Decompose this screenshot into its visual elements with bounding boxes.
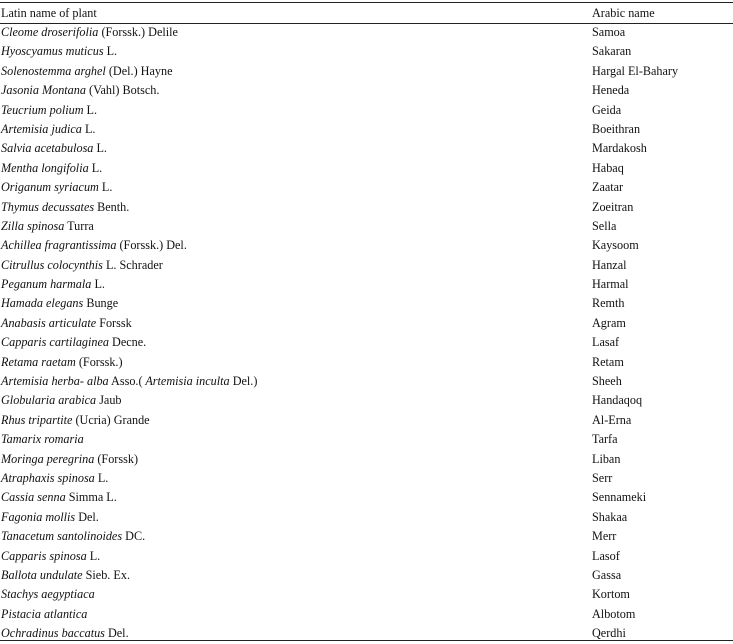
latin-name-cell [1,217,94,236]
arabic-name-cell: Zaatar [592,180,624,195]
arabic-name-cell: Boeithran [592,121,641,136]
latin-name-cell [1,139,107,158]
latin-name-cell [1,353,123,372]
latin-species: Rhus tripartite [1,412,73,427]
latin-name-cell [1,508,99,527]
table-header-row [0,4,733,23]
table-row [0,508,733,527]
latin-species: Jasonia Montana [1,83,86,98]
arabic-name-cell: Harmal [592,277,629,292]
latin-species: Globularia arabica [1,393,97,408]
latin-species: Anabasis articulate [1,315,97,330]
arabic-name-cell: Zoeitran [592,199,634,214]
latin-species: Capparis cartilaginea [1,335,109,350]
arabic-name-cell: Geida [592,102,622,117]
arabic-name-cell: Lasof [592,548,620,563]
latin-name-cell [1,236,187,255]
latin-authority: (Forssk.) Delile [98,25,178,39]
latin-authority: Sieb. Ex. [82,567,130,582]
table-top-rule [0,2,733,3]
latin-name-cell [1,101,97,120]
table-row [0,372,733,391]
latin-authority: (Forssk) [94,451,139,466]
table-row [0,42,733,61]
arabic-name-cell: Hargal El-Bahary [592,63,679,78]
table-row [0,605,733,624]
latin-species: Fagonia mollis [1,509,76,524]
latin-authority: Del. [104,626,129,641]
latin-name-cell [1,198,129,217]
latin-authority: (Forssk.) Del. [116,238,187,253]
latin-name-cell [1,120,95,139]
table-row [0,430,733,449]
latin-name-cell [1,178,112,197]
arabic-name-cell: Agram [592,315,626,330]
latin-species: Atraphaxis spinosa [1,470,95,485]
arabic-name-cell: Samoa [592,25,626,39]
latin-authority: L. [98,180,113,195]
latin-authority: L. [83,102,98,117]
table-row [0,81,733,100]
latin-species: Tamarix romaria [1,432,84,447]
latin-name-cell [1,314,132,333]
latin-name-cell [1,430,84,449]
latin-authority: L. [88,160,103,175]
arabic-name-cell: Albotom [592,606,636,621]
latin-species: Moringa peregrina [1,451,95,466]
latin-authority: L. [94,470,109,485]
latin-species: Retama raetam [1,354,76,369]
arabic-name-cell: Hanzal [592,257,627,272]
latin-species: Origanum syriacum [1,180,99,195]
arabic-name-cell: Retam [592,354,624,369]
latin-species: Salvia acetabulosa [1,141,94,156]
latin-species: Hamada elegans [1,296,84,311]
header-latin-name: Latin name of plant [1,6,97,20]
latin-authority: L. [103,44,118,59]
latin-species: Cleome droserifolia [1,25,99,39]
arabic-name-cell: Kaysoom [592,238,639,253]
latin-authority: (Forssk.) [75,354,123,369]
arabic-name-cell: Gassa [592,567,622,582]
arabic-name-cell: Merr [592,529,617,544]
latin-name-cell [1,159,102,178]
table-row [0,101,733,120]
arabic-name-cell: Liban [592,451,621,466]
latin-species: Ballota undulate [1,567,83,582]
latin-species: Stachys aegyptiaca [1,587,95,602]
latin-name-cell [1,294,118,313]
latin-name-cell [1,42,117,61]
arabic-name-cell: Handaqoq [592,393,643,408]
arabic-name-cell: Habaq [592,160,624,175]
table-row [0,450,733,469]
latin-name-cell [1,81,159,100]
table-row [0,198,733,217]
latin-species: Artemisia herba- alba [1,374,109,389]
latin-species: Capparis spinosa [1,548,87,563]
latin-name-cell [1,585,95,604]
latin-authority: L. [86,548,101,563]
table-row [0,566,733,585]
latin-name-cell [1,23,178,42]
arabic-name-cell: Mardakosh [592,141,647,156]
latin-species: Peganum harmala [1,277,92,292]
latin-authority: (Vahl) Botsch. [85,83,160,98]
latin-species-synonym: Artemisia inculta [142,374,230,389]
latin-authority: Decne. [109,335,147,350]
latin-authority: L. [81,121,96,136]
latin-name-cell [1,256,163,275]
latin-authority: (Del.) Hayne [105,63,173,78]
latin-species: Citrullus colocynthis [1,257,103,272]
latin-authority: Benth. [94,199,130,214]
table-row [0,217,733,236]
table-row [0,411,733,430]
table-row [0,391,733,410]
latin-name-cell [1,547,100,566]
arabic-name-cell: Sennameki [592,490,647,505]
latin-authority: Bunge [83,296,119,311]
latin-species: Zilla spinosa [1,218,65,233]
table-row [0,159,733,178]
table-bottom-rule [0,640,733,641]
table-row [0,275,733,294]
table-row [0,333,733,352]
latin-species: Solenostemma arghel [1,63,106,78]
latin-name-cell [1,527,145,546]
table-row [0,139,733,158]
latin-authority: L. Schrader [102,257,163,272]
latin-species: Cassia senna [1,490,66,505]
arabic-name-cell: Remth [592,296,625,311]
arabic-name-cell: Lasaf [592,335,620,350]
arabic-name-cell: Shakaa [592,509,628,524]
table-row [0,469,733,488]
latin-name-cell [1,450,138,469]
latin-authority: (Ucria) Grande [72,412,150,427]
latin-species: Pistacia atlantica [1,606,88,621]
latin-authority: L. [91,277,105,292]
table-row [0,585,733,604]
arabic-name-cell: Al-Erna [592,412,632,427]
latin-species: Hyoscyamus muticus [1,44,104,59]
header-arabic-name: Arabic name [592,6,655,20]
latin-species: Teucrium polium [1,102,84,117]
arabic-name-cell: Heneda [592,83,630,98]
table-row [0,547,733,566]
latin-name-cell [1,391,122,410]
latin-name-cell [1,488,117,507]
table-row [0,488,733,507]
latin-species: Thymus decussates [1,199,95,214]
latin-authority: DC. [122,529,146,544]
table-row [0,23,733,42]
arabic-name-cell: Sella [592,218,617,233]
latin-name-cell [1,372,257,391]
latin-name-cell [1,566,130,585]
latin-species: Tanacetum santolinoides [1,529,123,544]
arabic-name-cell: Qerdhi [592,626,626,641]
latin-species: Ochradinus baccatus [1,626,105,641]
latin-authority-synonym: Del.) [229,374,258,389]
table-row [0,527,733,546]
arabic-name-cell: Sheeh [592,374,622,389]
latin-species: Achillea fragrantissima [1,238,117,253]
table-row [0,314,733,333]
latin-name-cell [1,411,150,430]
table-row [0,353,733,372]
table-row [0,256,733,275]
table-body [0,23,733,644]
latin-authority: Simma L. [65,490,117,505]
arabic-name-cell: Tarfa [592,432,618,447]
arabic-name-cell: Kortom [592,587,630,602]
arabic-name-cell: Serr [592,470,613,485]
table-row [0,236,733,255]
table-row [0,178,733,197]
latin-authority: Turra [64,218,94,233]
latin-name-cell [1,62,173,81]
latin-name-cell [1,605,87,624]
latin-name-cell [1,333,146,352]
table-row [0,120,733,139]
table-row [0,294,733,313]
latin-species: Artemisia judica [1,121,82,136]
latin-authority: Forssk [96,315,132,330]
latin-name-cell [1,469,108,488]
latin-authority: Del. [75,509,99,524]
table-row [0,62,733,81]
latin-species: Mentha longifolia [1,160,89,175]
latin-authority: Asso.( [108,374,143,389]
latin-authority: L. [93,141,107,156]
latin-authority: Jaub [96,393,122,408]
latin-name-cell [1,275,105,294]
arabic-name-cell: Sakaran [592,44,632,59]
